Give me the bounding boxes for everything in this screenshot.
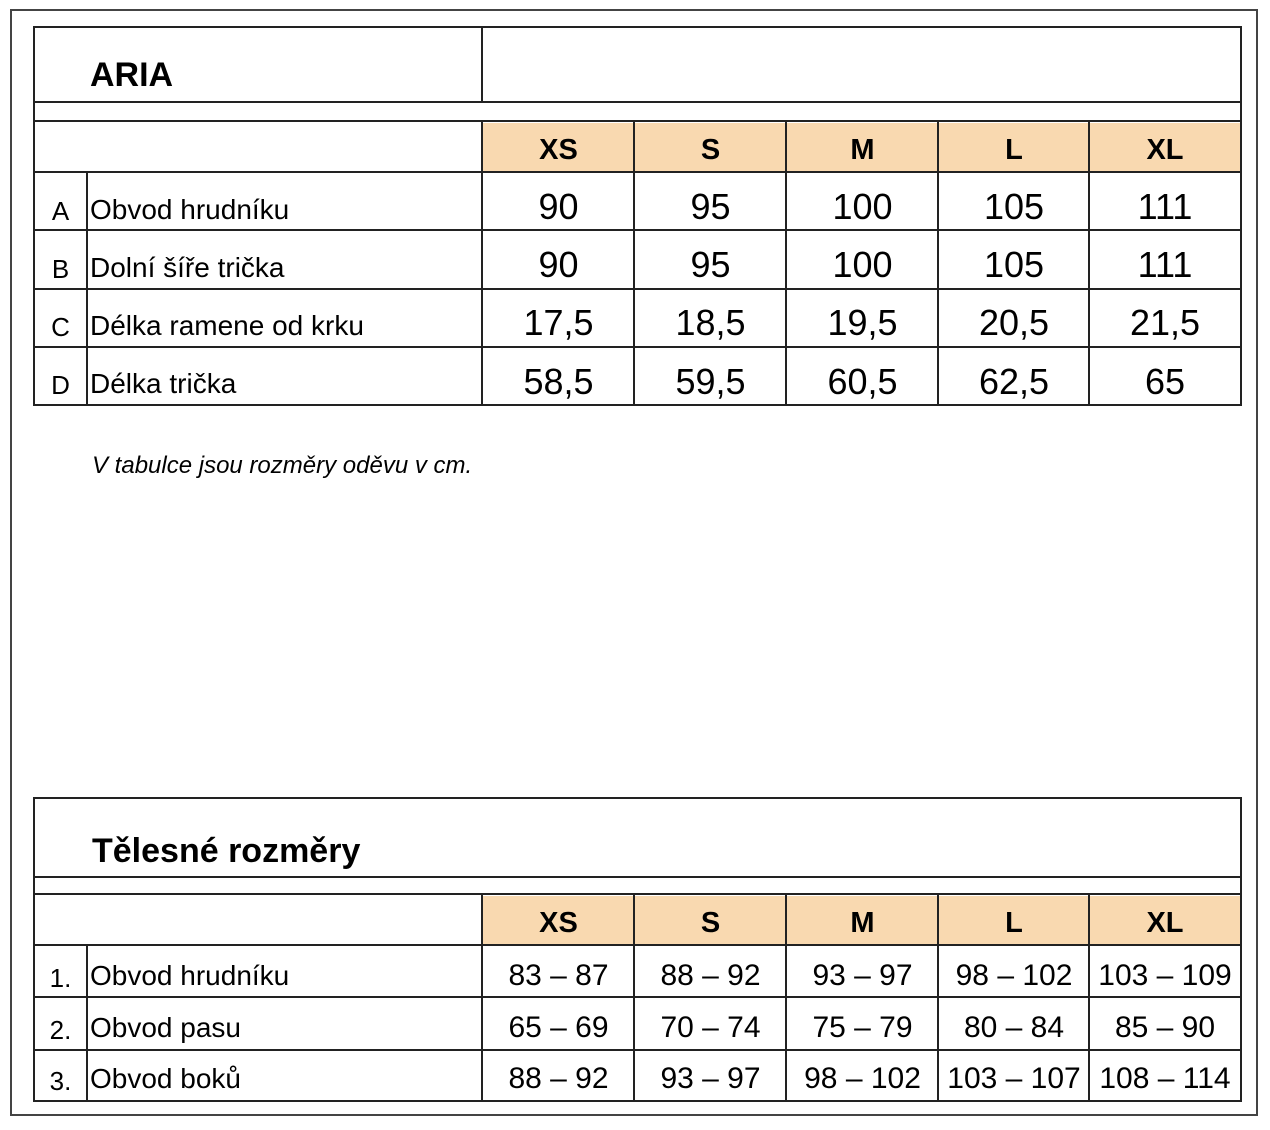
table-cell: 75 – 79 [812,1011,913,1044]
table-cell: 111 [1137,244,1193,285]
table-cell: 58,5 [523,361,594,402]
table-cell: 105 [983,186,1045,227]
table-cell: 17,5 [523,302,594,343]
table-cell: 93 – 97 [660,1062,761,1095]
table-border [33,404,1242,406]
row-label: Délka trička [90,368,237,399]
table-cell: 65 [1144,361,1186,402]
table-cell: 95 [690,244,731,285]
table-cell: 103 – 109 [1098,959,1232,992]
table-border [33,101,1242,103]
table-border [33,229,1242,231]
table-cell: 19,5 [827,302,898,343]
size-header-xl: XL [1146,134,1184,166]
row-label: Obvod boků [90,1063,241,1094]
table-cell: 85 – 90 [1114,1011,1216,1044]
table-cell: 80 – 84 [963,1011,1065,1044]
table-border [33,26,1242,28]
table-cell: 105 [983,244,1045,285]
table-cell: 60,5 [827,361,898,402]
table-border [33,1100,1242,1102]
table-border [33,1049,1242,1051]
table-cell: 20,5 [978,302,1050,343]
table-cell: 100 [832,186,893,227]
table-cell: 90 [538,186,579,227]
table-border [33,797,35,1102]
row-key: B [51,254,70,284]
table-cell: 21,5 [1129,302,1201,343]
table-border [33,996,1242,998]
row-key: 2. [49,1015,72,1045]
table-cell: 88 – 92 [508,1062,609,1095]
table-border [33,893,1242,895]
table-cell: 62,5 [978,361,1050,402]
table-border [33,944,1242,946]
table-cell: 95 [690,186,731,227]
table-title: Tělesné rozměry [92,832,361,870]
row-label: Délka ramene od krku [90,310,364,341]
row-key: A [51,196,70,226]
size-header-xs: XS [539,134,578,166]
table-border [86,944,88,1102]
row-label: Obvod hrudníku [90,960,290,991]
table-cell: 98 – 102 [955,959,1073,992]
table-cell: 111 [1137,186,1193,227]
row-key: 3. [49,1066,72,1096]
table-cell: 93 – 97 [812,959,913,992]
row-key: 1. [49,963,72,993]
table-cell: 59,5 [675,361,746,402]
table-border [33,288,1242,290]
table-border [1240,26,1242,406]
size-header-l: L [1005,134,1023,166]
table-border [33,876,1242,878]
table-title: ARIA [90,56,174,94]
table-border [33,797,1242,799]
table-cell: 83 – 87 [508,959,609,992]
table-cell: 103 – 107 [947,1062,1081,1095]
table-border [33,171,1242,173]
table-border [33,120,1242,122]
table-cell: 70 – 74 [660,1011,761,1044]
row-label: Obvod pasu [90,1012,241,1043]
table-cell: 65 – 69 [508,1011,609,1044]
table-cell: 100 [832,244,893,285]
size-header-xl: XL [1146,907,1184,939]
row-label: Obvod hrudníku [90,194,290,225]
table-cell: 18,5 [675,302,746,343]
table-border [33,346,1242,348]
table-border [481,26,483,103]
size-header-s: S [700,907,721,939]
row-label: Dolní šíře trička [90,252,285,283]
table-cell: 98 – 102 [804,1062,921,1095]
table-border [1240,797,1242,1102]
size-header-s: S [700,134,721,166]
row-key: C [51,312,70,342]
size-header-m: M [850,907,875,939]
table-cell: 88 – 92 [660,959,761,992]
table-cell: 90 [538,244,579,285]
row-key: D [51,370,70,400]
table-border [86,171,88,406]
size-header-l: L [1005,907,1023,939]
size-header-m: M [850,134,875,166]
size-header-xs: XS [539,907,578,939]
unit-note: V tabulce jsou rozměry oděvu v cm. [92,452,473,479]
table-cell: 108 – 114 [1099,1062,1231,1095]
